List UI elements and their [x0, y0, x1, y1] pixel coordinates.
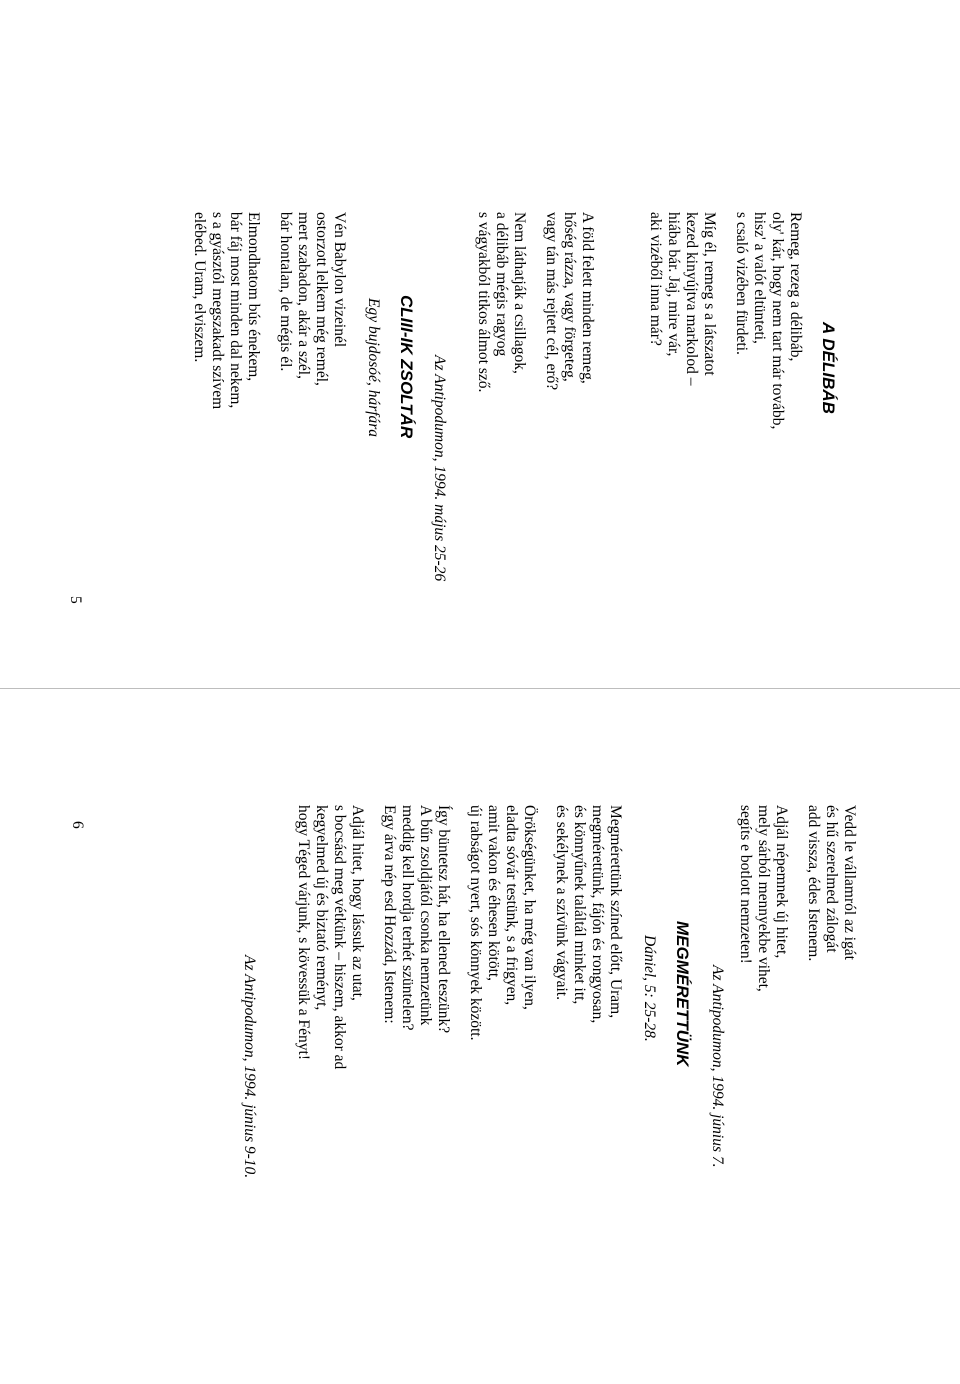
poem-line: Adjál hitet, hogy lássuk az utat, [349, 805, 366, 1001]
poem-line: s bocsásd meg vétkünk – hiszem, akkor ad [331, 805, 348, 1070]
poem-line: s csaló vizében fürdeti. [733, 212, 750, 355]
stanza-2 [190, 212, 262, 409]
poem-line: Vedd le vállamról az igát [841, 805, 858, 960]
poem-line: vagy tán más rejtett cél, erő? [543, 212, 560, 391]
poem-line: segíts e botlott nemzeten! [737, 805, 754, 964]
poem-line: új rabságot nyert, sós könnyek között. [467, 805, 484, 1041]
poem-line: add vissza, édes Istenem. [805, 805, 822, 962]
poem-subtitle: Dániel, 5: 25-28. [641, 935, 658, 1042]
poem-line: Elmondhatom bús énekem, [245, 212, 262, 382]
poem-line: és hű szerelmed zálogát [823, 805, 840, 953]
stanza-2 [646, 212, 718, 429]
stanza-1 [804, 805, 858, 992]
poem-delibab-part1 [632, 212, 804, 429]
poem-line: s vágyakból titkos álmot sző. [475, 212, 492, 393]
poem-line: Adjál népemnek új hitet, [773, 805, 790, 959]
poem-line: meddig kell hordja terhét szüntelen? [399, 805, 416, 1031]
poem-line: bár hontalan, de mégis él. [277, 212, 294, 372]
poem-line: kezed kinyújtva markolod – [683, 212, 700, 386]
poem-line: ostorzott lelkem még remél, [313, 212, 330, 386]
poem-line: Egy árva nép esd Hozzád, Istenem: [381, 805, 398, 1024]
poem-line: s a gyásztól megszakadt szívem [209, 212, 226, 410]
signature-place-date: Az Antipodumon, 1994. május 25-26 [431, 355, 448, 582]
poem-line: mert szabadon, akár a szél, [295, 212, 312, 379]
poem-line: aki vizéből inna már? [647, 212, 664, 346]
poem-line: A föld felett minden remeg, [579, 212, 596, 384]
page-5-rotated-content [0, 0, 960, 688]
poem-zsoltar [176, 212, 348, 409]
stanza-4 [294, 805, 366, 1069]
poem-megmerettunk [280, 805, 624, 1069]
poem-line: Remeg, rezeg a délibáb, [787, 212, 804, 362]
poem-line: elébed. Uram, elviszem. [191, 212, 208, 363]
poem-title-zsoltar: CLIII-IK ZSOLTÁR [397, 295, 416, 439]
stanza-4 [474, 212, 528, 392]
poem-line: eladta sóvár testünk, s a frigyen, [503, 805, 520, 1006]
poem-line: Örökségünket, ha még van ilyen, [521, 805, 538, 1010]
poem-line: a délibáb mégis ragyog [493, 212, 510, 357]
page-number: 6 [69, 821, 86, 829]
poem-line: Így büntetsz hát, ha ellened teszünk? [435, 805, 452, 1034]
poem-line: megmérettünk, fájón és rongyosan, [589, 805, 606, 1024]
poem-line: oly' kár, hogy nem tart már tovább, [769, 212, 786, 430]
stanza-3 [542, 212, 596, 392]
poem-line: hiába bár. Jaj, mire vár, [665, 212, 682, 357]
page-6 [0, 689, 960, 1377]
poem-line: Míg él, remeg s a látszatot [701, 212, 718, 376]
poem-line: Nem láthatják a csillagok, [511, 212, 528, 374]
poem-line: és sekélynek a szívünk vágyait. [553, 805, 570, 1000]
signature-place-date: Az Antipodumon, 1994. június 7. [709, 965, 726, 1168]
page-number: 5 [67, 596, 84, 604]
poem-line: A bűn zsoldjától csonka nemzetünk [417, 805, 434, 1026]
poem-line: kegyelmed új és biztató reményt, [313, 805, 330, 1011]
poem-subtitle: Egy bujdosóé, hárfára [365, 298, 382, 438]
stanza-1 [276, 212, 348, 409]
poem-line: hogy Téged várjunk, s kövessük a Fényt! [295, 805, 312, 1060]
poem-title-megmerettunk: MEGMÉRETTÜNK [673, 921, 692, 1067]
page-6-rotated-content [0, 689, 960, 1377]
poem-line: Megmérettünk színed előtt, Uram, [607, 805, 624, 1019]
poem-line: mely sárból mennyekbe vihet, [755, 805, 772, 992]
poem-line: amit vakon és éhesen kötött, [485, 805, 502, 982]
poem-line: és könnyűnek találtál minket itt, [571, 805, 588, 1005]
poem-title-delibab: A DÉLIBÁB [819, 322, 838, 414]
poem-delibab-part2 [460, 212, 596, 392]
stanza-3 [380, 805, 452, 1069]
poem-line: bár fáj most minden dal nekem, [227, 212, 244, 409]
stanza-2 [736, 805, 790, 992]
stanza-1 [732, 212, 804, 429]
page-5 [0, 0, 960, 688]
poem-line: hisz' a valót eltünteti, [751, 212, 768, 344]
poem-continuation [722, 805, 858, 992]
stanza-1 [552, 805, 624, 1069]
stanza-2 [466, 805, 538, 1069]
poem-line: Vén Babylon vizeinél [331, 212, 348, 348]
signature-place-date: Az Antipodumon, 1994. június 9-10. [241, 955, 258, 1179]
poem-line: hőség rázza, vagy förgeteg, [561, 212, 578, 382]
